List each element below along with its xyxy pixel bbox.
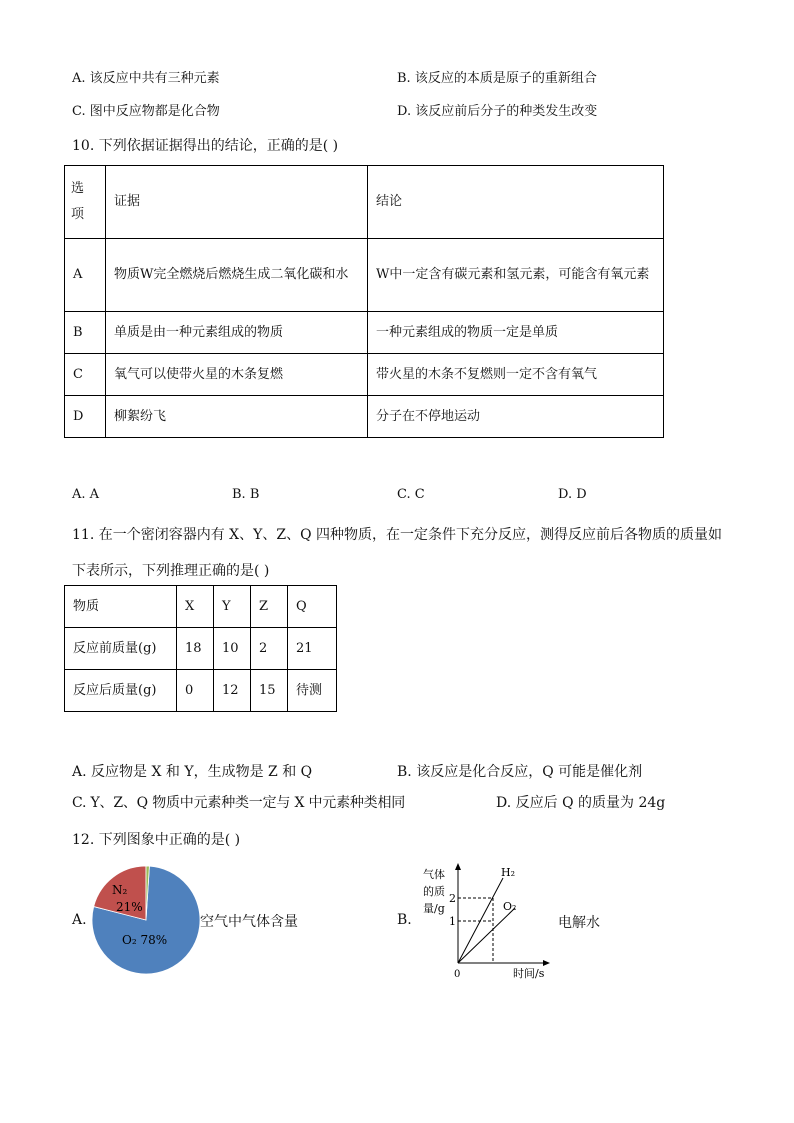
- y-axis-label-line2: 的质: [423, 885, 445, 898]
- q10-table: [64, 165, 664, 438]
- table-cell: 单质是由一种元素组成的物质: [106, 312, 368, 354]
- q11-option-a: A. 反应物是 X 和 Y，生成物是 Z 和 Q: [72, 764, 313, 780]
- table-row: [65, 354, 664, 396]
- q9-option-a: A. 该反应中共有三种元素: [72, 71, 220, 86]
- y-tick-2: 2: [449, 892, 456, 905]
- q12-option-b-caption: 电解水: [558, 915, 600, 931]
- table-cell: W中一定含有碳元素和氢元素，可能含有氧元素: [368, 239, 664, 312]
- table-cell: X: [177, 586, 214, 628]
- table-row: [65, 586, 337, 628]
- q11-stem-line1: 11. 在一个密闭容器内有 X、Y、Z、Q 四种物质，在一定条件下充分反应，测得反应前后各物质的质量如: [72, 527, 723, 543]
- table-cell: C: [65, 354, 106, 396]
- q11-option-d: D. 反应后 Q 的质量为 24g: [496, 795, 666, 811]
- table-cell: 带火星的木条不复燃则一定不含有氧气: [368, 354, 664, 396]
- table-cell: 物质W完全燃烧后燃烧生成二氧化碳和水: [106, 239, 368, 312]
- table-cell: 15: [251, 670, 288, 712]
- table-cell: A: [65, 239, 106, 312]
- q9-option-c: C. 图中反应物都是化合物: [72, 104, 220, 119]
- q11-option-c: C. Y、Z、Q 物质中元素种类一定与 X 中元素种类相同: [72, 795, 406, 811]
- table-row: [65, 628, 337, 670]
- q10-stem: 10. 下列依据证据得出的结论，正确的是( ): [72, 138, 339, 154]
- x-axis-label: 时间/s: [513, 967, 545, 980]
- table-cell: Z: [251, 586, 288, 628]
- q11-stem-line2: 下表所示，下列推理正确的是( ): [72, 563, 270, 579]
- q12-option-a-label: A.: [72, 912, 87, 928]
- pie-label-o2: O₂ 78%: [122, 933, 168, 947]
- table-cell: 12: [214, 670, 251, 712]
- y-tick-1: 1: [449, 915, 456, 928]
- table-row: [65, 239, 664, 312]
- y-axis-label-line3: 量/g: [423, 902, 445, 915]
- table-row: [65, 396, 664, 438]
- q10-option-d: D. D: [558, 487, 587, 502]
- y-axis-arrow: [455, 863, 461, 870]
- o2-series-label: O₂: [503, 900, 517, 913]
- q9-option-d: D. 该反应前后分子的种类发生改变: [397, 104, 598, 119]
- h2-series-label: H₂: [501, 866, 516, 879]
- q12-option-b-label: B.: [397, 912, 412, 928]
- q10-option-a: A. A: [72, 487, 100, 502]
- table-header-cell: 证据: [106, 166, 368, 239]
- table-header-cell: 结论: [368, 166, 664, 239]
- q10-option-c: C. C: [397, 487, 425, 502]
- table-cell: D: [65, 396, 106, 438]
- table-cell: Q: [288, 586, 337, 628]
- table-cell: 反应后质量(g): [65, 670, 177, 712]
- table-cell: 反应前质量(g): [65, 628, 177, 670]
- x-axis-arrow: [543, 960, 550, 966]
- table-cell: 物质: [65, 586, 177, 628]
- table-cell: 2: [251, 628, 288, 670]
- table-header-cell: 选项: [65, 166, 106, 239]
- table-cell: 氧气可以使带火星的木条复燃: [106, 354, 368, 396]
- table-cell: 10: [214, 628, 251, 670]
- q11-option-b: B. 该反应是化合反应，Q 可能是催化剂: [397, 764, 643, 780]
- electrolysis-water-graph: [415, 858, 555, 983]
- table-row: [65, 166, 664, 239]
- table-cell: B: [65, 312, 106, 354]
- table-cell: 18: [177, 628, 214, 670]
- pie-label-n2-percent: 21%: [116, 900, 143, 914]
- q12-option-a-caption: 空气中气体含量: [200, 914, 298, 930]
- y-axis-label-line1: 气体: [423, 868, 445, 881]
- table-cell: 21: [288, 628, 337, 670]
- table-cell: 一种元素组成的物质一定是单质: [368, 312, 664, 354]
- table-cell: Y: [214, 586, 251, 628]
- table-cell: 待测: [288, 670, 337, 712]
- o2-series-line: [458, 908, 515, 963]
- q11-table: [64, 585, 337, 712]
- q10-option-b: B. B: [232, 487, 260, 502]
- origin-label: 0: [454, 969, 461, 980]
- table-cell: 柳絮纷飞: [106, 396, 368, 438]
- pie-label-n2: N₂: [112, 883, 128, 897]
- table-row: [65, 670, 337, 712]
- air-composition-pie-chart: [90, 862, 202, 978]
- q9-option-b: B. 该反应的本质是原子的重新组合: [397, 71, 597, 86]
- table-row: [65, 312, 664, 354]
- table-cell: 0: [177, 670, 214, 712]
- q12-stem: 12. 下列图象中正确的是( ): [72, 832, 241, 848]
- table-cell: 分子在不停地运动: [368, 396, 664, 438]
